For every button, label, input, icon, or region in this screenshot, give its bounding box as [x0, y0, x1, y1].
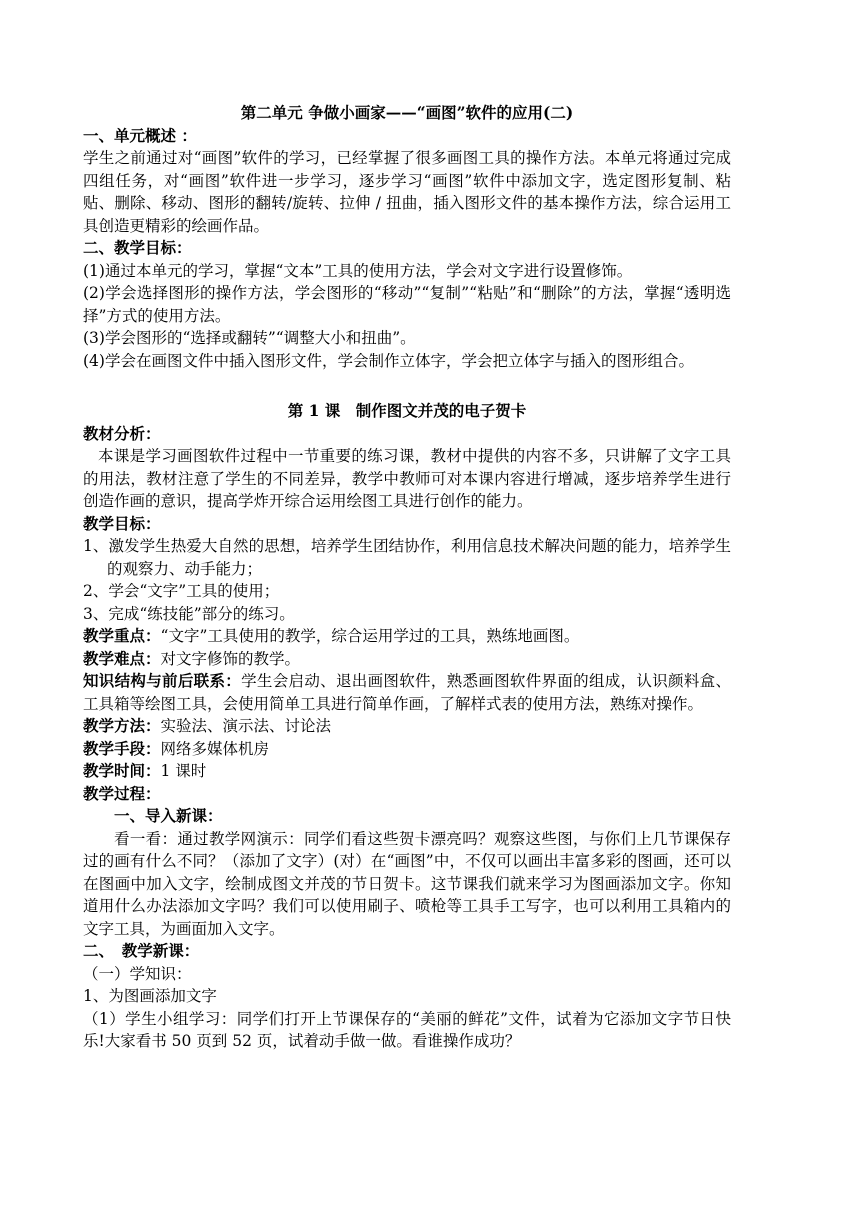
lesson-goal-item: 2、学会“文字”工具的使用；: [83, 582, 280, 600]
time-label: 教学时间：: [83, 761, 161, 780]
lesson-goal-item: 3、完成“练技能”部分的练习。: [83, 604, 295, 623]
intro-text: 看一看：通过教学网演示：同学们看这些贺卡漂亮吗？观察这些图，与你们上几节课保存过的画有什么不同？（添加了文字）(对）在“画图”中，不仅可以画出丰富多彩的图画，还可以在图画中加入文字，绘制成图文并茂的节日贺卡。这节课我们就来学习为图画添加文字。你知道用什么办法添加文字吗？我们可以使用刷子、喷枪等工具手工写字，也可以利用工具箱内的文字工具，为画面加入文字。: [83, 829, 731, 938]
difficulty-label: 教学难点：: [83, 648, 161, 668]
document-page: [83, 102, 731, 1053]
unit-goal-item: (1)通过本单元的学习，掌握“文本”工具的使用方法，学会对文字进行设置修饰。: [83, 261, 633, 280]
analysis-heading: 教材分析：: [83, 423, 161, 443]
key-point: [83, 625, 731, 648]
lesson-goals-heading: 教学目标：: [83, 513, 161, 533]
time-text: 1 课时: [160, 762, 207, 780]
difficulty-text: 对文字修饰的教学。: [160, 649, 301, 668]
means-text: 网络多媒体机房: [160, 739, 270, 758]
difficulty: [83, 648, 731, 671]
method: [83, 715, 731, 738]
key-point-label: 教学重点：: [83, 626, 161, 645]
method-label: 教学方法：: [83, 716, 161, 735]
spacer: [83, 372, 731, 394]
group-study-text: （1）学生小组学习：同学们打开上节课保存的“美丽的鲜花”文件，试着为它添加文字节日快乐!大家看书 50 页到 52 页，试着动手做一做。看谁操作成功？: [83, 1009, 731, 1050]
unit-goals-heading: 二、教学目标：: [83, 238, 192, 257]
knowledge: [83, 670, 731, 715]
key-point-text: “文字”工具使用的教学，综合运用学过的工具，熟练地画图。: [160, 627, 580, 645]
unit-goal-item: (3)学会图形的“选择或翻转”“调整大小和扭曲”。: [83, 329, 416, 347]
method-text: 实验法、演示法、讨论法: [160, 717, 332, 735]
overview-text: 学生之前通过对“画图”软件的学习，已经掌握了很多画图工具的操作方法。本单元将通过完成四组任务，对“画图”软件进一步学习，逐步学习“画图”软件中添加文字，选定图形复制、粘贴、删除、移动、图形的翻转/旋转、拉伸 / 扭曲，插入图形文件的基本操作方法，综合运用工具创造更精彩的绘画作品。: [83, 149, 731, 235]
lesson-goal-item: 1、激发学生热爱大自然的思想，培养学生团结协作，利用信息技术解决问题的能力，培养学生的观察力、动手能力；: [83, 537, 731, 578]
lesson-title: 第 1 课 制作图文并茂的电子贺卡: [287, 401, 527, 420]
knowledge-label: 知识结构与前后联系：: [83, 671, 242, 690]
knowledge-text: 学生会启动、退出画图软件，熟悉画图软件界面的组成，认识颜料盒、工具箱等绘图工具，会使用简单工具进行简单作画，了解样式表的使用方法，熟练对操作。: [83, 672, 731, 713]
means-label: 教学手段：: [83, 738, 161, 758]
unit-goal-item: (4)学会在画图文件中插入图形文件，学会制作立体字，学会把立体字与插入的图形组合。: [83, 351, 694, 370]
intro-heading: 一、导入新课：: [114, 806, 223, 825]
add-text-heading: 1、为图画添加文字: [83, 987, 217, 1005]
means: [83, 738, 731, 761]
process-heading: 教学过程：: [83, 783, 161, 803]
analysis-text: 本课是学习画图软件过程中一节重要的练习课，教材中提供的内容不多，只讲解了文字工具的用法，教材注意了学生的不同差异，教学中教师可对本课内容进行增减，逐步培养学生进行创造作画的意识，提高学炸开综合运用绘图工具进行创作的能力。: [83, 447, 731, 510]
learn-heading: （一）学知识：: [83, 964, 192, 983]
time: [83, 760, 731, 783]
overview-heading: 一、单元概述 ：: [83, 125, 197, 145]
new-lesson-heading: 二、 教学新课：: [83, 941, 200, 960]
unit-goal-item: (2)学会选择图形的操作方法，学会图形的“移动”“复制”“粘贴”和“删除”的方法，掌握“透明选择”方式的使用方法。: [83, 284, 731, 325]
unit-title: 第二单元 争做小画家——“画图”软件的应用(二): [240, 103, 574, 122]
